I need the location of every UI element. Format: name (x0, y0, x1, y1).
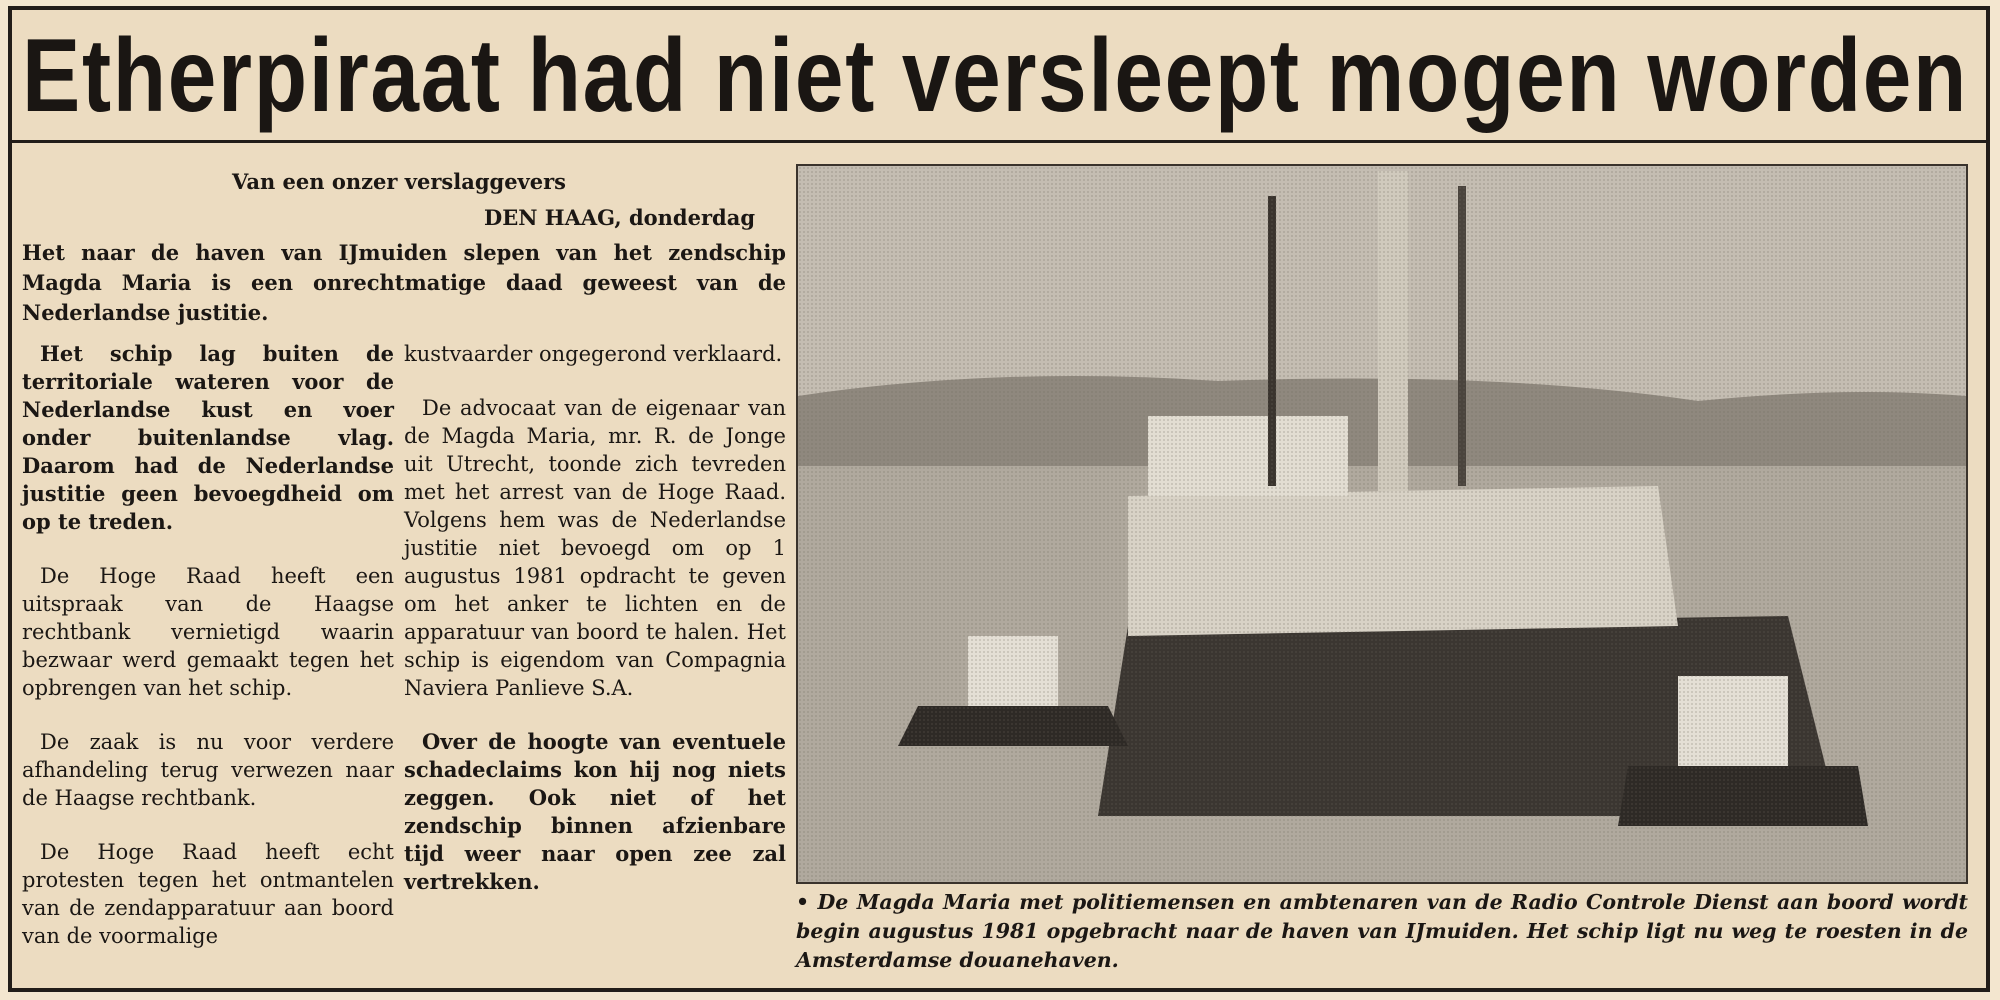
dateline: DEN HAAG, donderdag (484, 205, 756, 230)
photo-caption (796, 888, 1968, 975)
article-column-1 (22, 340, 394, 976)
top-rule (8, 140, 1990, 143)
ship-photo-illustration (798, 166, 1966, 882)
paragraph: Het schip lag buiten de territoriale wateren voor de Nederlandse kust en voer onder buitenlandse vlag. Daarom had de Nederlandse justitie geen bevoegdheid om op te treden. (22, 341, 394, 534)
caption-bullet: • (796, 890, 810, 914)
ship-photo (796, 164, 1968, 884)
byline: Van een onzer verslaggevers (232, 169, 567, 194)
headline: Etherpiraat had niet versleept mogen worden (22, 18, 1969, 134)
caption-text: De Magda Maria met politiemensen en ambtenaren van de Radio Controle Dienst aan boord wordt begin augustus 1981 opgebracht naar de haven van IJmuiden. Het schip ligt nu weg te roesten in de Amsterdamse douanehaven. (796, 890, 1969, 972)
article-column-2 (404, 340, 786, 922)
paragraph: De advocaat van de eigenaar van de Magda Maria, mr. R. de Jonge uit Utrecht, toonde zich tevreden met het arrest van de Hoge Raad. Volgens hem was de Nederlandse justitie niet bevoegd om op 1 augustus 1981 opdracht te geven om het anker te lichten en de apparatuur van boord te halen. Het schip is eigendom van Compagnia Naviera Panlieve S.A. (404, 396, 786, 700)
paragraph: De zaak is nu voor verdere afhandeling terug verwezen naar de Haagse rechtbank. (22, 730, 394, 810)
paragraph: Over de hoogte van eventuele schadeclaims kon hij nog niets zeggen. Ook niet of het zendschip binnen afzienbare tijd weer naar open zee zal vertrekken. (404, 729, 786, 894)
lead-paragraph: Het naar de haven van IJmuiden slepen van het zendschip Magda Maria is een onrechtmatige daad geweest van de Nederlandse justitie. (22, 240, 786, 325)
paragraph: De Hoge Raad heeft echt protesten tegen het ontmantelen van de zendapparatuur aan boord van de voormalige (22, 840, 394, 948)
paragraph: kustvaarder ongegerond verklaard. (404, 342, 783, 366)
paragraph: De Hoge Raad heeft een uitspraak van de Haagse rechtbank vernietigd waarin bezwaar werd gemaakt tegen het opbrengen van het schip. (22, 564, 394, 700)
halftone-overlay (798, 166, 1966, 882)
